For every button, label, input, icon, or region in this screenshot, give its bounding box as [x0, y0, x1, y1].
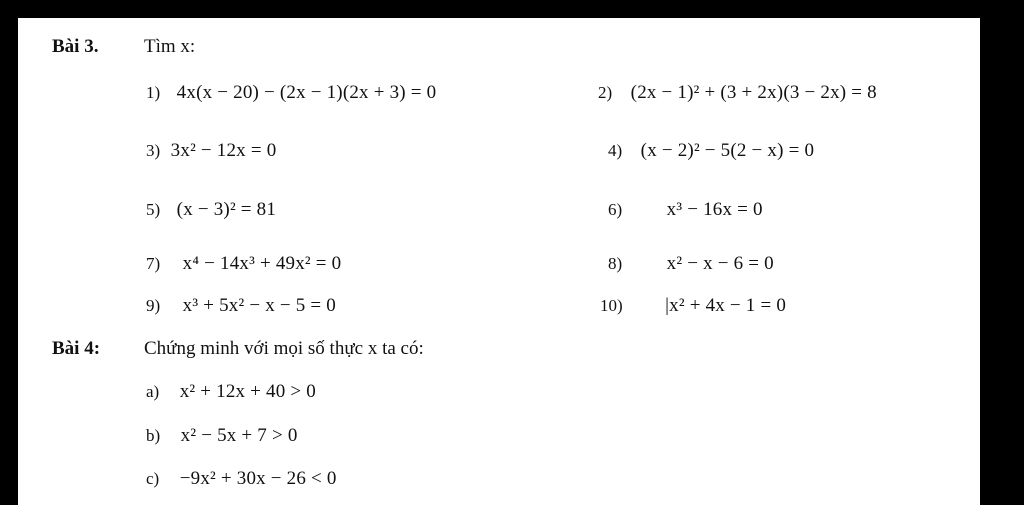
problem-6-expr: x³ − 16x = 0	[666, 199, 763, 220]
problem-9-label: 9)	[146, 296, 161, 315]
problem-1	[146, 82, 436, 104]
problem-4	[608, 140, 814, 162]
problem-5-label: 5)	[146, 200, 161, 219]
bai4-title: Bài 4:	[52, 338, 101, 359]
problem-8	[608, 253, 774, 275]
problem-10-label: 10)	[600, 296, 623, 315]
problem-b	[146, 425, 298, 447]
problem-c	[146, 468, 337, 490]
worksheet-page	[18, 18, 980, 505]
problem-9	[146, 295, 336, 317]
problem-a-label: a)	[146, 382, 160, 401]
problem-b-expr: x² − 5x + 7 > 0	[180, 425, 298, 446]
problem-2-label: 2)	[598, 83, 613, 102]
bai4-intro: Chứng minh với mọi số thực x ta có:	[144, 338, 424, 359]
problem-8-label: 8)	[608, 254, 623, 273]
problem-5-expr: (x − 3)² = 81	[176, 199, 277, 220]
problem-a	[146, 381, 316, 403]
problem-a-expr: x² + 12x + 40 > 0	[179, 381, 316, 402]
problem-1-label: 1)	[146, 83, 161, 102]
problem-2-expr: (2x − 1)² + (3 + 2x)(3 − 2x) = 8	[630, 82, 877, 103]
problem-2	[598, 82, 877, 104]
problem-6	[608, 199, 763, 221]
bai3-intro: Tìm x:	[144, 36, 196, 57]
problem-1-expr: 4x(x − 20) − (2x − 1)(2x + 3) = 0	[176, 82, 437, 103]
problem-10	[600, 295, 786, 317]
problem-4-expr: (x − 2)² − 5(2 − x) = 0	[640, 140, 815, 161]
problem-3-label: 3)	[146, 141, 161, 160]
problem-5	[146, 199, 276, 221]
bai3-title: Bài 3.	[52, 36, 99, 57]
problem-c-expr: −9x² + 30x − 26 < 0	[179, 468, 337, 489]
problem-3	[146, 140, 276, 162]
problem-7-label: 7)	[146, 254, 161, 273]
problem-c-label: c)	[146, 469, 160, 488]
problem-10-expr: |x² + 4x − 1 = 0	[665, 295, 787, 316]
problem-4-label: 4)	[608, 141, 623, 160]
problem-b-label: b)	[146, 426, 161, 445]
problem-3-expr: 3x² − 12x = 0	[170, 140, 277, 161]
problem-9-expr: x³ + 5x² − x − 5 = 0	[182, 295, 336, 316]
problem-7-expr: x⁴ − 14x³ + 49x² = 0	[182, 253, 342, 274]
problem-7	[146, 253, 341, 275]
problem-8-expr: x² − x − 6 = 0	[666, 253, 774, 274]
problem-6-label: 6)	[608, 200, 623, 219]
